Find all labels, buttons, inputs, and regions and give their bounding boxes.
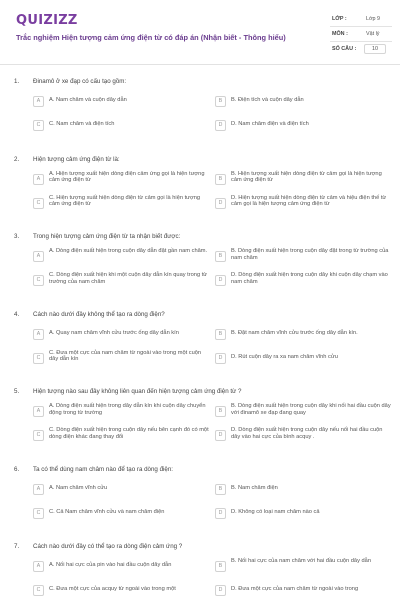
meta-row-class xyxy=(330,12,392,27)
option-text: A. Quay nam châm vĩnh cửu trước ống dây dẫn kín xyxy=(49,329,179,336)
option-d[interactable] xyxy=(215,195,391,213)
option-text: A. Nam châm vĩnh cửu xyxy=(49,484,108,491)
option-text: B. Nam châm điện xyxy=(231,484,278,491)
option-c[interactable] xyxy=(33,582,209,600)
option-letter-box: B xyxy=(215,96,226,107)
option-d[interactable] xyxy=(215,427,391,445)
meta-value: Vật lý xyxy=(366,31,380,37)
question-number: 3. xyxy=(14,233,20,240)
option-text: D. Dòng điện xuất hiện trong cuộn dây nếu nối hai đầu cuộn dây vào hai cực của bình acquy . xyxy=(231,427,383,440)
question-text: Hiện tượng cảm ứng điện từ là: xyxy=(33,155,120,163)
header-divider xyxy=(0,64,400,65)
question-text: Cách nào dưới đây có thể tạo ra dòng điện cảm ứng ? xyxy=(33,543,183,550)
option-letter-box: C xyxy=(33,430,44,441)
option-letter-box: D xyxy=(215,353,226,364)
option-text: D. Đưa một cực của nam châm từ ngoài vào trong xyxy=(231,586,359,592)
option-text: C. Hiện tượng xuất hiện dòng điện từ cảm gọi là hiện tượng cảm ứng điện từ xyxy=(49,194,201,208)
question-text: Trong hiện tượng cảm ứng điện từ ta nhận biết được: xyxy=(33,233,181,240)
question-7 xyxy=(0,543,400,600)
option-text: C. Nam châm và điện tích xyxy=(49,121,115,127)
meta-value: Lớp 9 xyxy=(366,16,381,22)
option-text: C. Đưa một cực của acquy từ ngoài vào trong một xyxy=(49,586,176,592)
option-text: C. Dòng điện xuất hiện khi một cuộn dây dẫn kín quay trong từ trường của nam châm xyxy=(49,272,208,285)
meta-label: MÔN : xyxy=(332,31,348,37)
option-letter-box: B xyxy=(215,329,226,340)
option-text: A. Hiện tượng xuất hiện dòng điện cảm ứng gọi là hiện tượng cảm ứng điện từ xyxy=(49,170,205,184)
question-text: Ta có thể dùng nam châm nào để tạo ra dòng điện: xyxy=(33,465,174,473)
option-letter-box: A xyxy=(33,96,44,107)
option-b[interactable] xyxy=(215,403,391,421)
option-b[interactable] xyxy=(215,248,391,266)
question-5 xyxy=(0,388,400,466)
question-number: 2. xyxy=(14,155,20,163)
option-letter-box: D xyxy=(215,585,226,596)
meta-row-count xyxy=(330,42,392,57)
option-letter-box: B xyxy=(215,561,226,572)
option-letter-box: C xyxy=(33,508,44,519)
meta-row-subject xyxy=(330,27,392,42)
option-letter-box: A xyxy=(33,329,44,340)
option-c[interactable] xyxy=(33,272,209,290)
option-text: D. Nam châm điện và điện tích xyxy=(231,121,309,127)
header xyxy=(0,0,400,64)
option-letter-box: B xyxy=(215,484,226,495)
option-a[interactable] xyxy=(33,403,209,421)
page-title: Trắc nghiệm Hiện tượng cảm ứng điện từ có đáp án (Nhận biết - Thông hiểu) xyxy=(16,33,286,42)
option-a[interactable] xyxy=(33,326,209,344)
question-number: 1. xyxy=(14,78,20,85)
option-b[interactable] xyxy=(215,93,391,111)
question-text: Đinamô ở xe đạp có cấu tạo gồm: xyxy=(33,78,127,85)
option-b[interactable] xyxy=(215,481,391,499)
meta-label: SỐ CÂU : xyxy=(332,46,357,52)
option-b[interactable] xyxy=(215,326,391,344)
option-text: D. Dòng điện xuất hiện trong cuộn dây khi cuộn dây chạm vào nam châm xyxy=(231,272,388,285)
option-letter-box: A xyxy=(33,406,44,417)
option-letter-box: B xyxy=(215,174,226,185)
option-letter-box: B xyxy=(215,406,226,417)
option-text: D. Rút cuộn dây ra xa nam châm vĩnh cửu xyxy=(231,353,338,360)
question-number: 4. xyxy=(14,310,20,318)
option-text: B. Dòng điện xuất hiện trong cuộn dây đặt trong từ trường của nam châm xyxy=(231,248,389,261)
option-letter-box: C xyxy=(33,120,44,131)
option-d[interactable] xyxy=(215,117,391,135)
option-a[interactable] xyxy=(33,93,209,111)
option-d[interactable] xyxy=(215,272,391,290)
quizizz-logo: QUIZIZZ xyxy=(16,13,78,28)
option-letter-box: D xyxy=(215,198,226,209)
option-text: B. Điện tích và cuộn dây dẫn xyxy=(231,97,304,103)
option-text: B. Hiện tượng xuất hiện dòng điện từ cảm gọi là hiện tượng cảm ứng điện từ xyxy=(231,170,382,184)
option-text: C. Cả Nam châm vĩnh cửu và nam châm điện xyxy=(49,508,165,515)
option-d[interactable] xyxy=(215,505,391,523)
option-letter-box: C xyxy=(33,353,44,364)
option-letter-box: C xyxy=(33,275,44,286)
question-text: Cách nào dưới đây không thể tạo ra dòng điện? xyxy=(33,310,165,318)
option-b[interactable] xyxy=(215,171,391,189)
question-6 xyxy=(0,466,400,544)
option-c[interactable] xyxy=(33,195,209,213)
option-letter-box: B xyxy=(215,251,226,262)
question-list xyxy=(0,78,400,600)
question-number: 7. xyxy=(14,543,20,550)
option-letter-box: A xyxy=(33,484,44,495)
option-text: A. Dòng điện xuất hiện trong cuộn dây dẫn đặt gần nam châm. xyxy=(49,248,208,254)
option-text: A. Nối hai cực của pin vào hai đầu cuộn dây dẫn xyxy=(49,562,172,568)
option-text: A. Dòng điện xuất hiện trong dây dẫn kín khi cuộn dây chuyển động trong từ trường xyxy=(49,403,206,416)
option-letter-box: C xyxy=(33,198,44,209)
question-1 xyxy=(0,78,400,156)
option-text: B. Đặt nam châm vĩnh cửu trước ống dây dẫn kín. xyxy=(231,329,358,336)
option-d[interactable] xyxy=(215,582,391,600)
option-text: B. Nối hai cực của nam châm với hai đầu cuộn dây dẫn xyxy=(231,558,372,564)
option-b[interactable] xyxy=(215,558,391,576)
option-text: B. Dòng điện xuất hiện trong cuộn dây khi nối hai đầu cuộn dây với đinamô xe đạp đang quay xyxy=(231,403,391,416)
option-text: C. Đưa một cực của nam châm từ ngoài vào trong một cuộn dây dẫn kín xyxy=(49,349,202,363)
question-4 xyxy=(0,311,400,389)
option-c[interactable] xyxy=(33,117,209,135)
question-number: 6. xyxy=(14,465,20,473)
option-a[interactable] xyxy=(33,558,209,576)
option-letter-box: D xyxy=(215,508,226,519)
question-3 xyxy=(0,233,400,311)
option-letter-box: C xyxy=(33,585,44,596)
option-text: D. Không có loại nam châm nào cả xyxy=(231,508,320,515)
question-number: 5. xyxy=(14,388,20,395)
option-c[interactable] xyxy=(33,427,209,445)
option-a[interactable] xyxy=(33,481,209,499)
option-letter-box: D xyxy=(215,275,226,286)
option-letter-box: A xyxy=(33,561,44,572)
option-c[interactable] xyxy=(33,350,209,368)
meta-table xyxy=(330,12,392,57)
option-c[interactable] xyxy=(33,505,209,523)
option-text: D. Hiện tượng xuất hiện dòng điện từ cảm và hiệu điện thế từ cảm gọi là hiện tượng cảm ứng điện từ xyxy=(231,194,387,208)
option-text: A. Nam châm và cuộn dây dẫn xyxy=(49,97,127,103)
option-text: C. Dòng điện xuất hiện trong cuộn dây nếu bên cạnh đó có một dòng điện khác đang thay đổi xyxy=(49,427,209,440)
question-text: Hiện tượng nào sau đây không liên quan đến hiện tượng cảm ứng điện từ ? xyxy=(33,388,242,395)
option-a[interactable] xyxy=(33,248,209,266)
option-letter-box: D xyxy=(215,430,226,441)
option-d[interactable] xyxy=(215,350,391,368)
option-letter-box: D xyxy=(215,120,226,131)
question-2 xyxy=(0,156,400,234)
question-count-badge: 10 xyxy=(364,44,386,54)
option-letter-box: A xyxy=(33,251,44,262)
option-a[interactable] xyxy=(33,171,209,189)
option-letter-box: A xyxy=(33,174,44,185)
meta-label: LỚP : xyxy=(332,16,347,22)
